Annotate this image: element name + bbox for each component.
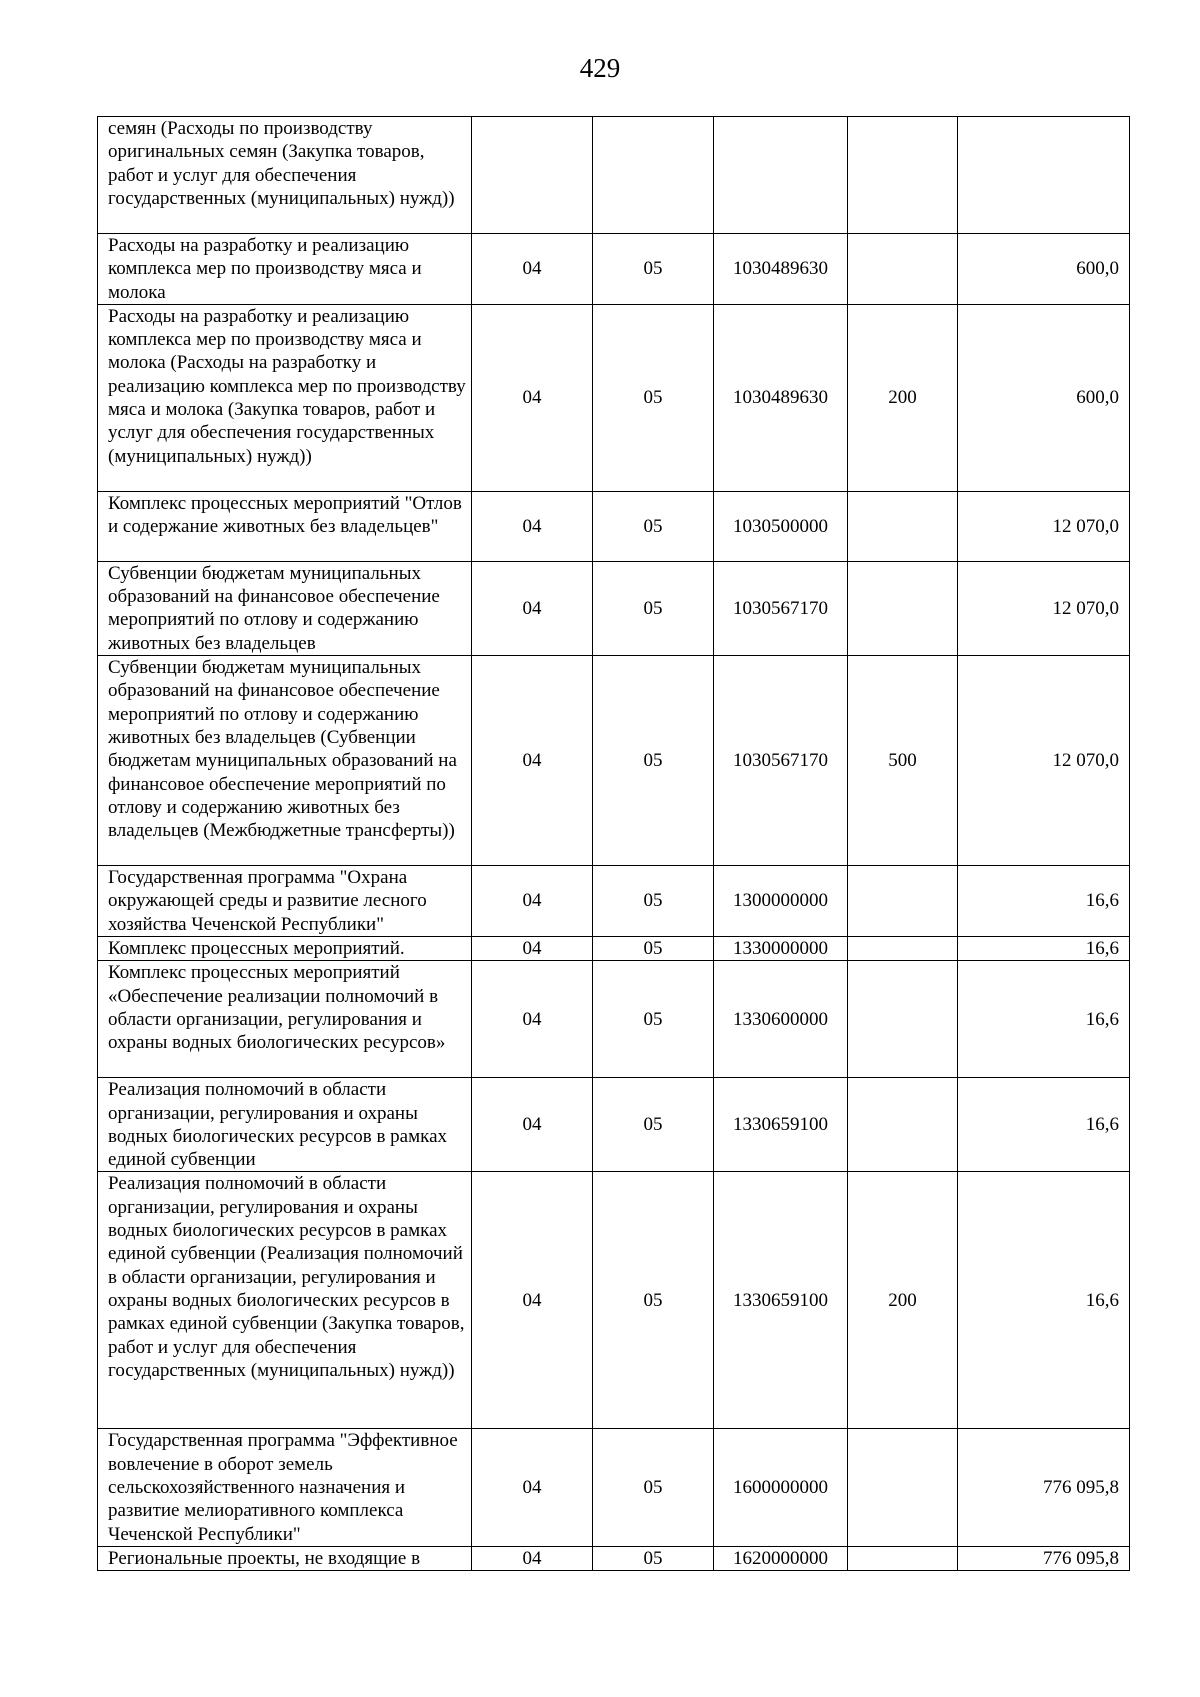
expense-type-cell — [848, 1429, 958, 1546]
amount-cell: 12 070,0 — [958, 656, 1130, 866]
row-name-cell: Государственная программа "Эффективное вовлечение в оборот земель сельскохозяйственного назначения и развитие мелиоративного комплекса Чеченской Республики" — [98, 1429, 472, 1546]
expense-type-cell — [848, 866, 958, 937]
target-article-cell: 1030500000 — [714, 491, 848, 561]
row-name-cell: Государственная программа "Охрана окружающей среды и развитие лесного хозяйства Чеченской Республики" — [98, 866, 472, 937]
section-code-cell: 04 — [472, 1172, 593, 1429]
target-article-cell: 1620000000 — [714, 1546, 848, 1570]
amount-cell: 12 070,0 — [958, 561, 1130, 655]
row-name-cell: Субвенции бюджетам муниципальных образований на финансовое обеспечение мероприятий по отлову и содержанию животных без владельцев — [98, 561, 472, 655]
expense-type-cell: 200 — [848, 304, 958, 491]
expense-type-cell — [848, 961, 958, 1078]
target-article-cell: 1600000000 — [714, 1429, 848, 1546]
amount-cell — [958, 117, 1130, 234]
table-row — [98, 866, 1130, 937]
table-row — [98, 117, 1130, 234]
section-code-cell: 04 — [472, 961, 593, 1078]
row-name-cell: Региональные проекты, не входящие в — [98, 1546, 472, 1570]
section-code-cell — [472, 117, 593, 234]
budget-table — [97, 116, 1130, 1571]
section-code-cell: 04 — [472, 1546, 593, 1570]
section-code-cell: 04 — [472, 1078, 593, 1172]
target-article-cell: 1330659100 — [714, 1172, 848, 1429]
table-row — [98, 936, 1130, 960]
subsection-code-cell: 05 — [593, 1172, 714, 1429]
target-article-cell: 1330000000 — [714, 936, 848, 960]
row-name-cell: Расходы на разработку и реализацию комплекса мер по производству мяса и молока — [98, 234, 472, 305]
table-row — [98, 1546, 1130, 1570]
budget-table-body — [98, 117, 1130, 1571]
section-code-cell: 04 — [472, 936, 593, 960]
subsection-code-cell: 05 — [593, 1429, 714, 1546]
table-row — [98, 561, 1130, 655]
row-name-cell: Реализация полномочий в области организации, регулирования и охраны водных биологических ресурсов в рамках единой субвенции — [98, 1078, 472, 1172]
expense-type-cell — [848, 561, 958, 655]
target-article-cell: 1300000000 — [714, 866, 848, 937]
expense-type-cell — [848, 117, 958, 234]
section-code-cell: 04 — [472, 866, 593, 937]
subsection-code-cell: 05 — [593, 656, 714, 866]
target-article-cell: 1030489630 — [714, 234, 848, 305]
row-name-cell: Комплекс процессных мероприятий «Обеспечение реализации полномочий в области организации, регулирования и охраны водных биологических ресурсов» — [98, 961, 472, 1078]
amount-cell: 16,6 — [958, 1172, 1130, 1429]
expense-type-cell: 200 — [848, 1172, 958, 1429]
table-row — [98, 1078, 1130, 1172]
row-name-cell: Комплекс процессных мероприятий. — [98, 936, 472, 960]
amount-cell: 16,6 — [958, 1078, 1130, 1172]
table-row — [98, 1429, 1130, 1546]
section-code-cell: 04 — [472, 656, 593, 866]
table-row — [98, 304, 1130, 491]
amount-cell: 12 070,0 — [958, 491, 1130, 561]
table-row — [98, 234, 1130, 305]
expense-type-cell — [848, 1546, 958, 1570]
subsection-code-cell: 05 — [593, 961, 714, 1078]
subsection-code-cell: 05 — [593, 866, 714, 937]
amount-cell: 16,6 — [958, 936, 1130, 960]
section-code-cell: 04 — [472, 234, 593, 305]
expense-type-cell — [848, 1078, 958, 1172]
target-article-cell — [714, 117, 848, 234]
table-row — [98, 491, 1130, 561]
subsection-code-cell: 05 — [593, 936, 714, 960]
target-article-cell: 1330659100 — [714, 1078, 848, 1172]
expense-type-cell: 500 — [848, 656, 958, 866]
subsection-code-cell: 05 — [593, 304, 714, 491]
target-article-cell: 1330600000 — [714, 961, 848, 1078]
section-code-cell: 04 — [472, 304, 593, 491]
subsection-code-cell: 05 — [593, 561, 714, 655]
expense-type-cell — [848, 234, 958, 305]
row-name-cell: семян (Расходы по производству оригинальных семян (Закупка товаров, работ и услуг для обеспечения государственных (муниципальных) нужд)) — [98, 117, 472, 234]
row-name-cell: Комплекс процессных мероприятий "Отлов и содержание животных без владельцев" — [98, 491, 472, 561]
table-row — [98, 656, 1130, 866]
section-code-cell: 04 — [472, 1429, 593, 1546]
expense-type-cell — [848, 491, 958, 561]
subsection-code-cell: 05 — [593, 234, 714, 305]
page-number: 429 — [579, 53, 621, 83]
expense-type-cell — [848, 936, 958, 960]
amount-cell: 16,6 — [958, 866, 1130, 937]
subsection-code-cell: 05 — [593, 1546, 714, 1570]
amount-cell: 600,0 — [958, 304, 1130, 491]
amount-cell: 776 095,8 — [958, 1546, 1130, 1570]
amount-cell: 776 095,8 — [958, 1429, 1130, 1546]
subsection-code-cell: 05 — [593, 1078, 714, 1172]
amount-cell: 600,0 — [958, 234, 1130, 305]
table-row — [98, 961, 1130, 1078]
row-name-cell: Расходы на разработку и реализацию комплекса мер по производству мяса и молока (Расходы на разработку и реализацию комплекса мер по производству мяса и молока (Закупка товаров, работ и услуг для обеспечения государственных (муниципальных) нужд)) — [98, 304, 472, 491]
amount-cell: 16,6 — [958, 961, 1130, 1078]
row-name-cell: Реализация полномочий в области организации, регулирования и охраны водных биологических ресурсов в рамках единой субвенции (Реализация полномочий в области организации, регулирования и охраны водных биологических ресурсов в рамках единой субвенции (Закупка товаров, работ и услуг для обеспечения государственных (муниципальных) нужд)) — [98, 1172, 472, 1429]
subsection-code-cell — [593, 117, 714, 234]
target-article-cell: 1030567170 — [714, 656, 848, 866]
target-article-cell: 1030567170 — [714, 561, 848, 655]
section-code-cell: 04 — [472, 491, 593, 561]
subsection-code-cell: 05 — [593, 491, 714, 561]
section-code-cell: 04 — [472, 561, 593, 655]
row-name-cell: Субвенции бюджетам муниципальных образований на финансовое обеспечение мероприятий по отлову и содержанию животных без владельцев (Субвенции бюджетам муниципальных образований на финансовое обеспечение мероприятий по отлову и содержанию животных без владельцев (Межбюджетные трансферты)) — [98, 656, 472, 866]
target-article-cell: 1030489630 — [714, 304, 848, 491]
table-row — [98, 1172, 1130, 1429]
